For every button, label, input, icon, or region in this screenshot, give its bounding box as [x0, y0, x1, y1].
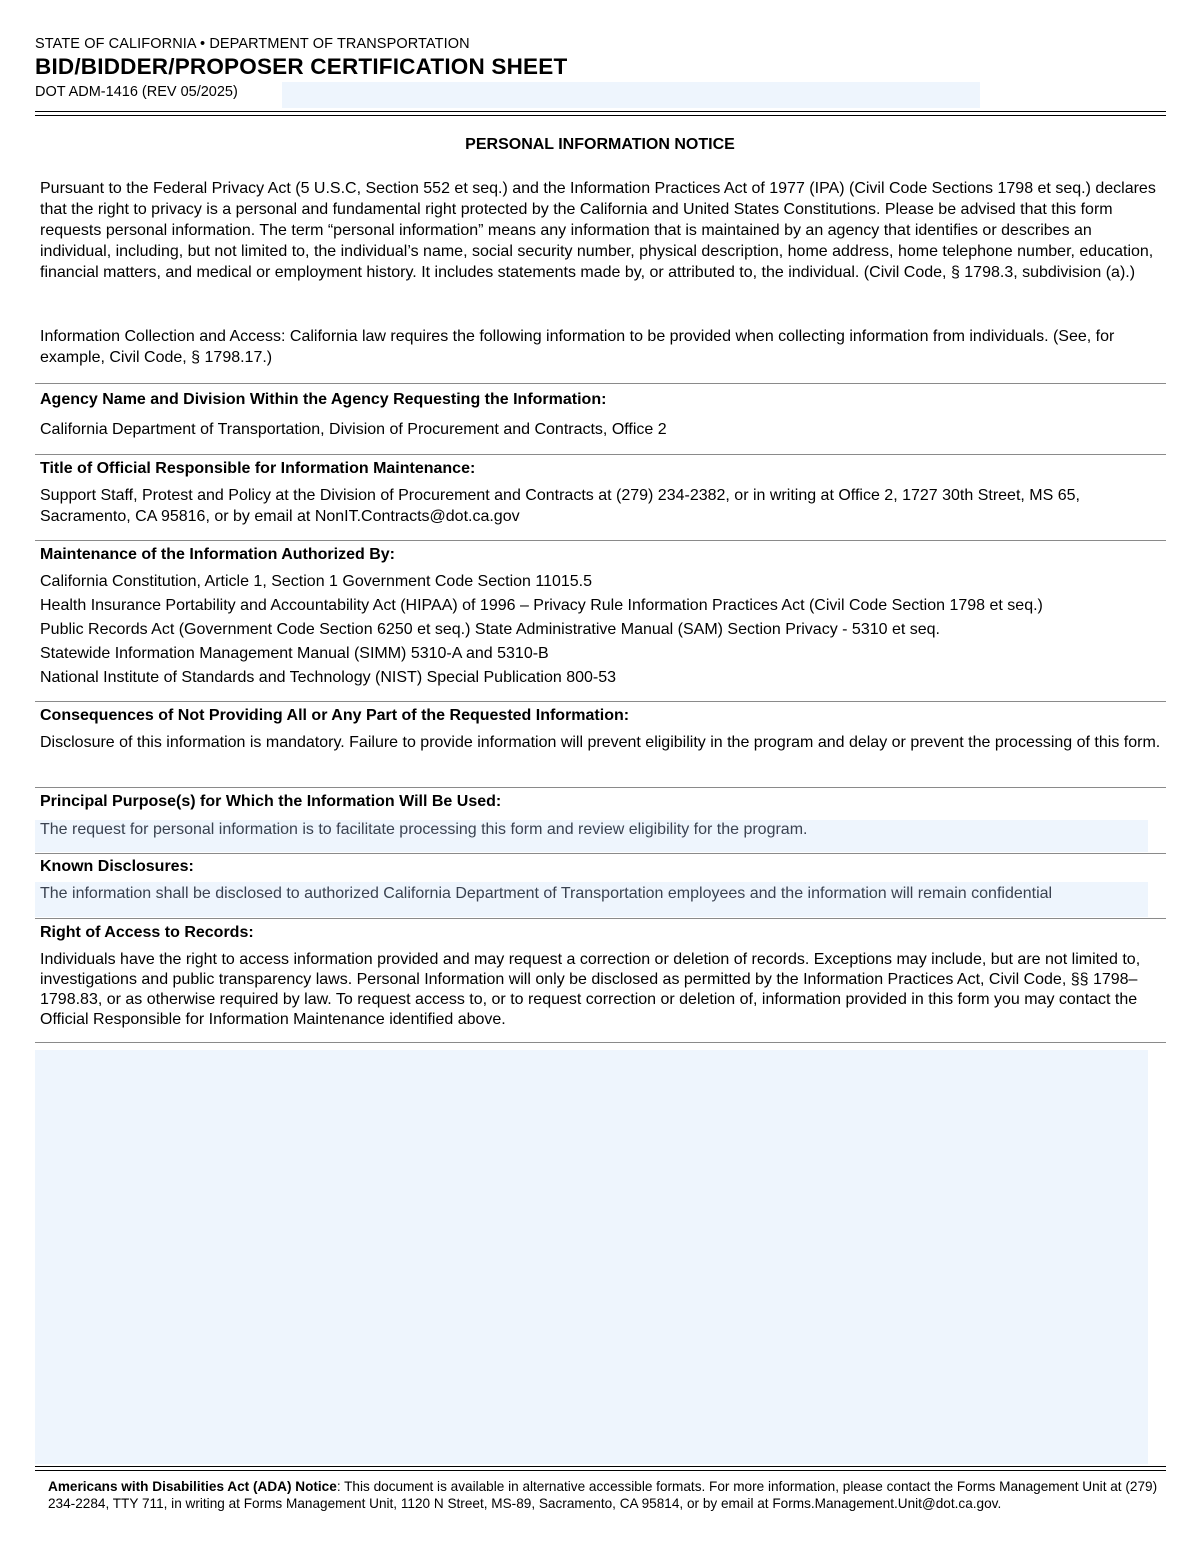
authorized-item: Statewide Information Management Manual (SIMM) 5310-A and 5310-B: [40, 645, 549, 662]
large-input-field[interactable]: [35, 1050, 1148, 1464]
form-number: DOT ADM-1416 (REV 05/2025): [35, 84, 238, 100]
official-text: Support Staff, Protest and Policy at the Division of Procurement and Contracts at (279) 234-2382, or in writing at Office 2, 1727 30th Street, MS 65, Sacramento, CA 95816, or by email at NonIT.Contracts@dot.ca.gov: [40, 487, 1080, 525]
agency-line: STATE OF CALIFORNIA • DEPARTMENT OF TRANSPORTATION: [35, 36, 470, 52]
section-divider: [35, 540, 1166, 541]
disclosures-field-value[interactable]: The information shall be disclosed to authorized California Department of Transportation employees and the information will remain confidential: [40, 885, 1053, 902]
consequences-heading: Consequences of Not Providing All or Any Part of the Requested Information:: [40, 707, 630, 724]
header-input-field[interactable]: [282, 82, 980, 108]
section-divider: [35, 383, 1166, 384]
disclosures-heading: Known Disclosures:: [40, 858, 194, 875]
authorized-item: Public Records Act (Government Code Section 6250 et seq.) State Administrative Manual (SAM) Section Privacy - 5310 et seq.: [40, 621, 940, 638]
authorized-item: National Institute of Standards and Technology (NIST) Special Publication 800-53: [40, 669, 617, 686]
ada-notice: [48, 1478, 1163, 1512]
section-divider: [35, 454, 1166, 455]
section-divider: [35, 918, 1166, 919]
authorized-item: California Constitution, Article 1, Section 1 Government Code Section 11015.5: [40, 573, 593, 590]
ada-notice-text: : This document is available in alternative accessible formats. For more information, please contact the Forms Management Unit at (279) 234-2284, TTY 711, in writing at Forms Management Unit, 1120 N Street, MS-89, Sacramento, CA 95814, or by email at Forms.Management.Unit@dot.ca.gov.: [48, 1479, 1158, 1511]
section-divider: [35, 787, 1166, 788]
authorized-heading: Maintenance of the Information Authorized By:: [40, 546, 395, 563]
official-heading: Title of Official Responsible for Information Maintenance:: [40, 460, 476, 477]
authorized-item: Health Insurance Portability and Accountability Act (HIPAA) of 1996 – Privacy Rule Information Practices Act (Civil Code Section 1798 et seq.): [40, 597, 1043, 614]
section-divider: [35, 701, 1166, 702]
access-heading: Right of Access to Records:: [40, 924, 254, 941]
intro-paragraph: Pursuant to the Federal Privacy Act (5 U.S.C, Section 552 et seq.) and the Information Practices Act of 1977 (IPA) (Civil Code Sections 1798 et seq.) declares that the right to privacy is a personal and fundamental right protected by the California and United States Constitutions. Please be advised that this form requests personal information. The term “personal information” means any information that is maintained by an agency that identifies or describes an individual, including, but not limited to, the individual’s name, social security number, physical description, home address, home telephone number, education, financial matters, and medical or employment history. It includes statements made by, or attributed to, the individual. (Civil Code, § 1798.3, subdivision (a).): [40, 180, 1156, 281]
notice-title: PERSONAL INFORMATION NOTICE: [465, 136, 735, 153]
access-text: Individuals have the right to access information provided and may request a correction or deletion of records. Exceptions may include, but are not limited to, investigations and public transparency laws. Personal Information will only be disclosed as permitted by the Information Practices Act, Civil Code, §§ 1798–1798.83, or as otherwise required by law. To request access to, or to request correction or deletion of, information provided in this form you may contact the Official Responsible for Information Maintenance identified above.: [40, 951, 1141, 1028]
header-divider: [35, 111, 1166, 116]
ada-notice-label: Americans with Disabilities Act (ADA) Notice: [48, 1479, 337, 1494]
purpose-heading: Principal Purpose(s) for Which the Information Will Be Used:: [40, 793, 502, 810]
collection-paragraph: Information Collection and Access: California law requires the following information to be provided when collecting information from individuals. (See, for example, Civil Code, § 1798.17.): [40, 328, 1115, 366]
form-title: BID/BIDDER/PROPOSER CERTIFICATION SHEET: [35, 54, 568, 79]
section-divider: [35, 1042, 1166, 1043]
agency-text: California Department of Transportation, Division of Procurement and Contracts, Office 2: [40, 421, 667, 438]
agency-heading: Agency Name and Division Within the Agency Requesting the Information:: [40, 391, 607, 408]
section-divider: [35, 853, 1166, 854]
purpose-field-value[interactable]: The request for personal information is to facilitate processing this form and review eligibility for the program.: [40, 821, 808, 838]
footer-divider: [35, 1466, 1166, 1471]
consequences-text: Disclosure of this information is mandatory. Failure to provide information will prevent eligibility in the program and delay or prevent the processing of this form.: [40, 734, 1161, 751]
authorized-list: [40, 572, 1165, 692]
